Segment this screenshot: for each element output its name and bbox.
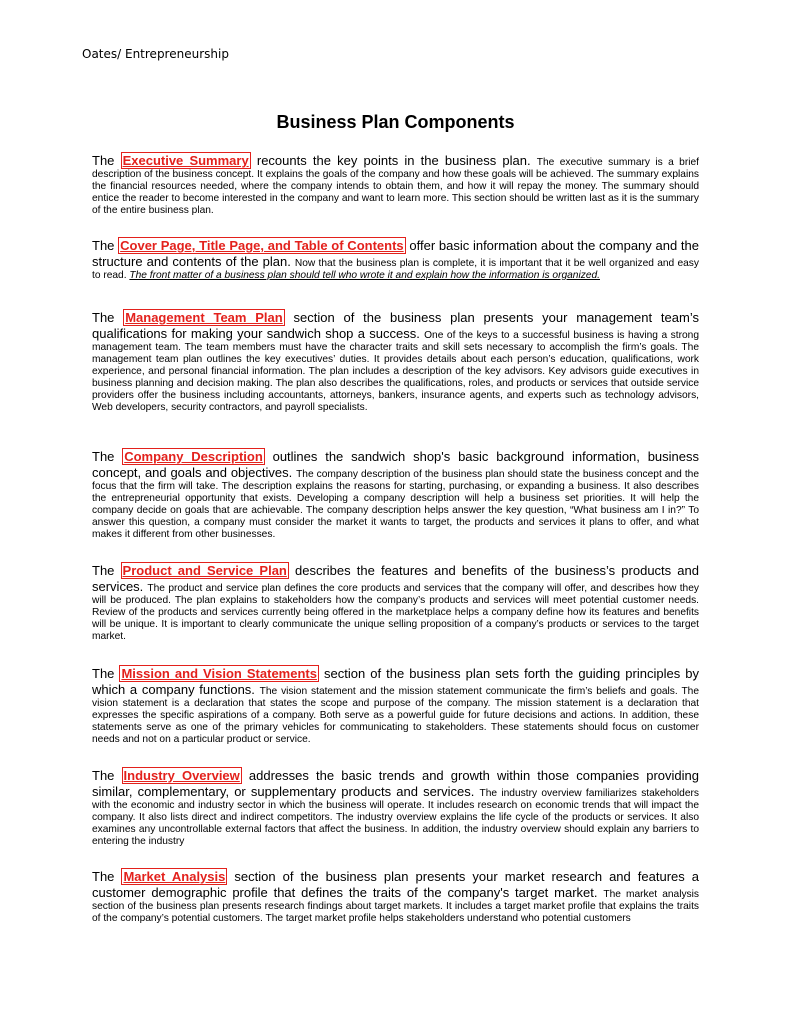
section-body: The vision statement and the mission statement communicate the firm’s beliefs and goals. The vision statement is a declaration that states the scope and purpose of the company. The mission statement is a declaration that expresses the specific aspirations of a company. Both serve as a powerful guide for future decisions and actions. In addition, these statements serve as one of the primary vehicles for communicating to stakeholders. These statements should focus on customer needs and not on a particular product or service.	[92, 686, 700, 745]
term-market-analysis: Market Analysis	[123, 869, 226, 884]
section-body: Now that the business plan is complete, it is important that it be well organized and easy to read.	[92, 258, 699, 281]
page-header: Oates/ Entrepreneurship	[82, 47, 229, 61]
section-lead: recounts the key points in the business plan.	[250, 153, 537, 168]
term-mission-vision: Mission and Vision Statements	[121, 666, 317, 681]
section-lead: section of the business plan presents your market research and features a customer demographic profile that defines the traits of the company's target market.	[92, 869, 700, 900]
section-body: The executive summary is a brief description of the business concept. It explains the goals of the company and how these goals will be achieved. The summary explains the financial resources needed, where the company intends to obtain them, and how it will repay the money. The summary should entice the reader to become interested in the company and want to learn more. This section should be written last as it is the summary of the entire business plan.	[92, 157, 699, 216]
section-lead: section of the business plan sets forth the guiding principles by which a company functions.	[92, 666, 699, 697]
section-lead: outlines the sandwich shop's basic background information, business concept, and goals and objectives.	[92, 449, 700, 480]
section-management-team-plan	[92, 310, 699, 414]
section-industry-overview	[92, 768, 699, 848]
section-body: The industry overview familiarizes stakeholders with the economic and industry sector in which the business will operate. It includes research on economic trends that will impact the company. It also lists direct and indirect competitors. The industry overview explains the life cycle of the products or services. It also examines any uncontrollable external factors that affect the business. In addition, the industry overview should explain any barriers to entering the industry	[92, 788, 699, 847]
section-executive-summary	[92, 153, 699, 217]
section-lead-prefix: The	[92, 310, 124, 325]
term-cover-page: Cover Page, Title Page, and Table of Contents	[120, 238, 404, 253]
section-lead-prefix: The	[92, 238, 119, 253]
section-company-description	[92, 449, 699, 541]
section-lead-prefix: The	[92, 449, 123, 464]
page-title: Business Plan Components	[276, 112, 515, 132]
section-lead-prefix: The	[92, 768, 122, 783]
term-management-team-plan: Management Team Plan	[125, 310, 283, 325]
section-market-analysis	[92, 869, 699, 925]
section-lead-prefix: The	[92, 153, 121, 168]
section-emphasis: The front matter of a business plan should tell who wrote it and explain how the information is organized.	[129, 270, 600, 281]
section-lead: describes the features and benefits of the business’s products and services.	[92, 563, 699, 594]
section-product-service-plan	[92, 563, 699, 643]
section-lead-prefix: The	[92, 563, 121, 578]
section-cover-page	[92, 238, 699, 282]
section-body: The product and service plan defines the core products and services that the company will offer, and describes how they will be produced. The plan explains to stakeholders how the company’s products and services will meet potential customer needs. Review of the products and services currently being offered in the marketplace helps a company define how its features and benefits will be unique. It is important to clearly communicate the unique selling proposition of a company’s products or services to the target market.	[92, 583, 699, 642]
term-executive-summary: Executive Summary	[122, 153, 249, 168]
section-mission-vision	[92, 666, 699, 746]
section-lead-prefix: The	[92, 666, 120, 681]
section-lead: offer basic information about the company and the structure and contents of the plan.	[92, 238, 700, 269]
term-company-description: Company Description	[124, 449, 263, 464]
section-lead: addresses the basic trends and growth within those companies providing similar, complementary, or supplementary products and services.	[92, 768, 699, 799]
section-lead: section of the business plan presents your management team’s qualifications for making your sandwich shop a success.	[92, 310, 699, 341]
section-body: The market analysis section of the business plan presents research findings about target markets. It includes a target market profile that explains the traits of the company’s potential customers. The target market profile helps stakeholders understand who potential customers	[92, 889, 699, 924]
term-industry-overview: Industry Overview	[123, 768, 240, 783]
term-product-service-plan: Product and Service Plan	[122, 563, 287, 578]
section-body: One of the keys to a successful business is having a strong management team. The team members must have the character traits and skill sets necessary to accomplish the firm’s goals. The management team plan outlines the key executives’ duties. It provides details about each person’s education, qualifications, work experience, and personal financial information. The plan includes a description of the key advisors. Key advisors guide executives in business planning and decision making. The plan also describes the qualifications, roles, and products or services that outside service providers offer the business including accountants, attorneys, bankers, insurance agents, and experts such as technology advisors, Web developers, security contractors, and payroll specialists.	[92, 330, 699, 413]
section-lead-prefix: The	[92, 869, 122, 884]
section-body: The company description of the business plan should state the business concept and the focus that the firm will take. The description explains the reasons for starting, purchasing, or expanding a business. It also describes the entrepreneurial opportunity that exists. Developing a company description will help a business set priorities. It will help the company decide on goals that are achievable. The company description helps answer the key question, “What business am I in?” To answer this question, a company must consider the market it wants to target, the products and services it plans to offer, and what makes it different from other businesses.	[92, 469, 699, 540]
